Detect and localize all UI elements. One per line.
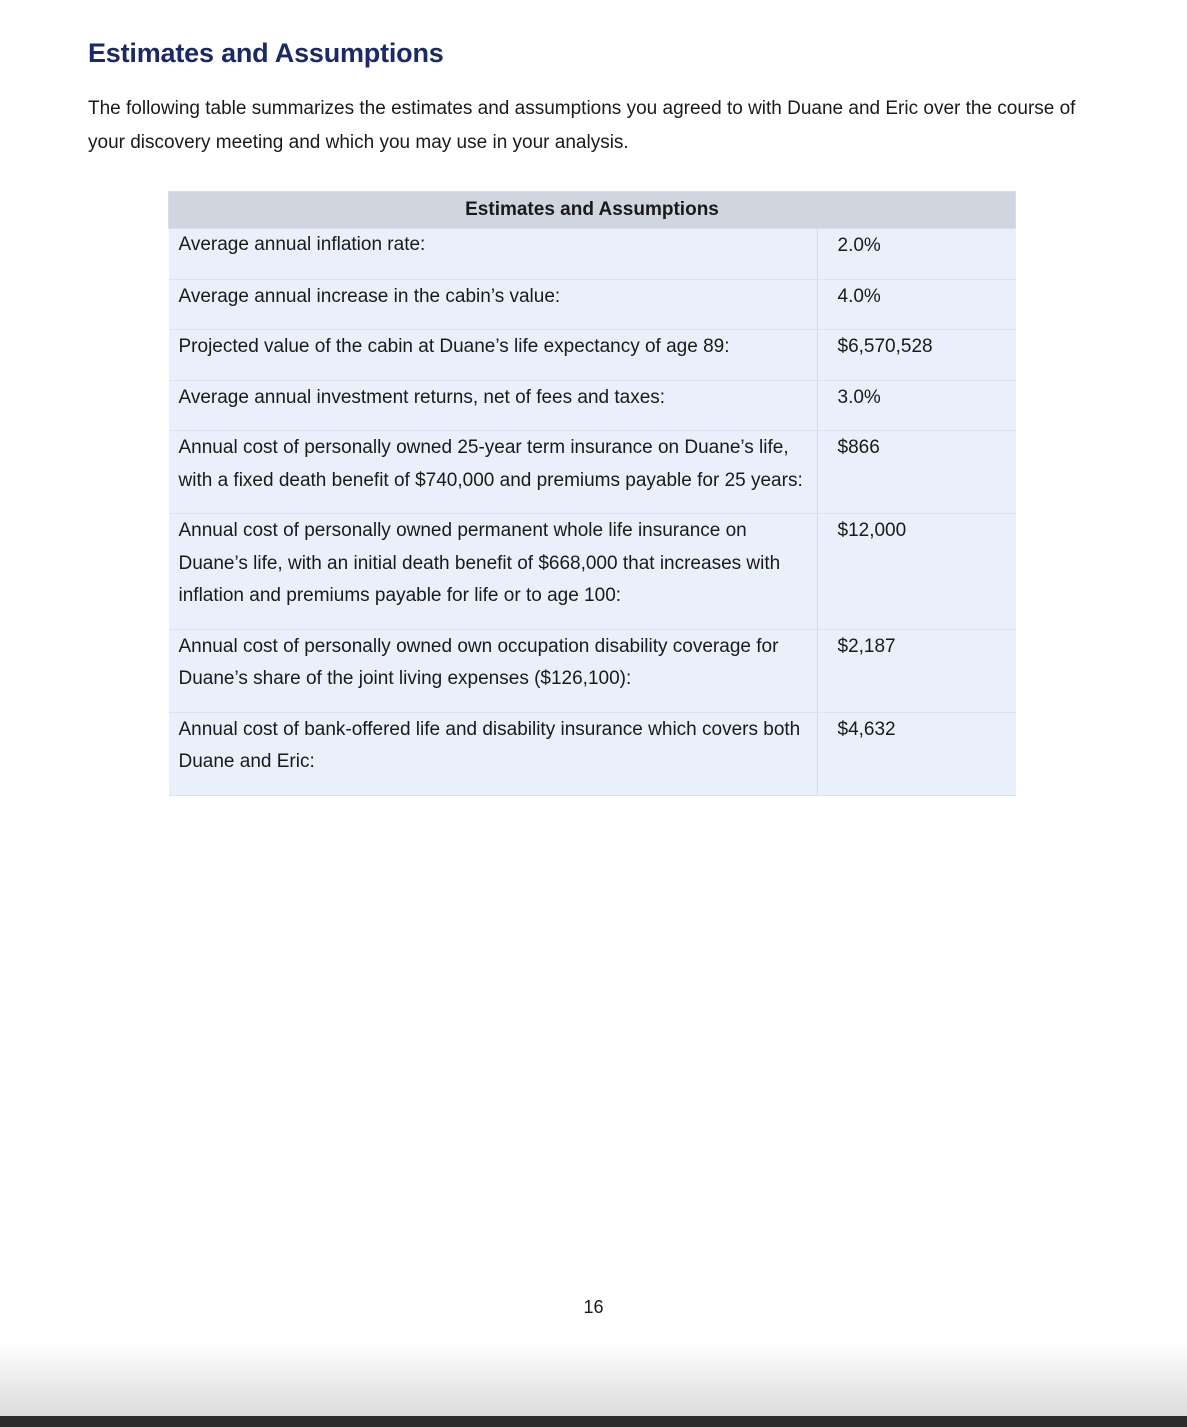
table-row	[169, 380, 1016, 431]
page-bottom-shadow	[0, 1340, 1187, 1416]
row-value: 3.0%	[817, 380, 1016, 431]
row-label: Annual cost of personally owned own occupation disability coverage for Duane’s share of the joint living expenses ($126,100):	[169, 629, 818, 712]
table-row	[169, 330, 1016, 381]
table-header-row	[169, 192, 1016, 229]
row-value: $4,632	[817, 712, 1016, 795]
page-number: 16	[583, 1297, 604, 1317]
table-row	[169, 514, 1016, 630]
row-label: Annual cost of bank-offered life and disability insurance which covers both Duane and Eric:	[169, 712, 818, 795]
row-label: Average annual investment returns, net of fees and taxes:	[169, 380, 818, 431]
row-label: Average annual increase in the cabin’s value:	[169, 279, 818, 330]
section-heading: Estimates and Assumptions	[88, 38, 444, 68]
row-label: Projected value of the cabin at Duane’s life expectancy of age 89:	[169, 330, 818, 381]
row-value: $2,187	[817, 629, 1016, 712]
row-label: Average annual inflation rate:	[169, 229, 818, 280]
table-row	[169, 712, 1016, 795]
table-row	[169, 229, 1016, 280]
row-label: Annual cost of personally owned 25-year term insurance on Duane’s life, with a fixed death benefit of $740,000 and premiums payable for 25 years:	[169, 431, 818, 514]
table-header: Estimates and Assumptions	[169, 192, 1016, 229]
row-value: $6,570,528	[817, 330, 1016, 381]
table-row	[169, 629, 1016, 712]
intro-paragraph: The following table summarizes the estimates and assumptions you agreed to with Duane and Eric over the course of your discovery meeting and which you may use in your analysis.	[88, 98, 1076, 153]
row-value: $866	[817, 431, 1016, 514]
row-value: 2.0%	[817, 229, 1016, 280]
row-label: Annual cost of personally owned permanent whole life insurance on Duane’s life, with an initial death benefit of $668,000 that increases with inflation and premiums payable for life or to age 100:	[169, 514, 818, 630]
row-value: $12,000	[817, 514, 1016, 630]
table-row	[169, 279, 1016, 330]
assumptions-table	[168, 191, 1016, 796]
viewer-bottom-bar	[0, 1416, 1187, 1427]
table-row	[169, 431, 1016, 514]
row-value: 4.0%	[817, 279, 1016, 330]
